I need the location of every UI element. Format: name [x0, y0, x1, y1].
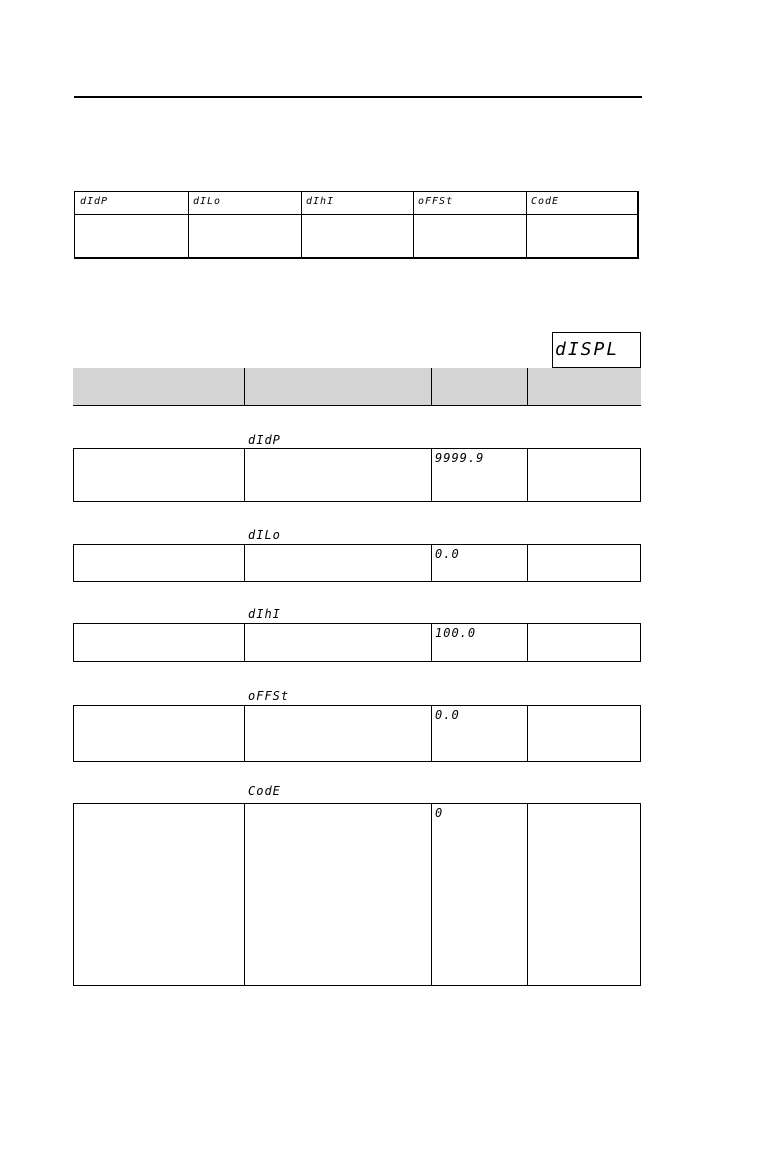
param-default-didp: 9999.9	[435, 451, 485, 465]
param-row-didp	[73, 448, 641, 502]
param-row-code	[73, 803, 641, 986]
summary-header-offst: oFFSt	[418, 196, 454, 207]
param-default-dilo: 0.0	[435, 547, 460, 561]
param-label-code: CodE	[248, 784, 281, 798]
param-row-dihi	[73, 623, 641, 662]
param-label-dihi: dIhI	[248, 607, 281, 621]
param-label-didp: dIdP	[248, 433, 281, 447]
summary-header-didp: dIdP	[80, 196, 109, 207]
param-default-code: 0	[435, 806, 444, 820]
param-label-dilo: dILo	[248, 528, 281, 542]
summary-header-dihi: dIhI	[306, 196, 335, 207]
parameter-summary-table	[74, 191, 639, 259]
param-default-dihi: 100.0	[435, 626, 477, 640]
summary-header-code: CodE	[531, 196, 560, 207]
display-menu-code: dISPL	[555, 339, 620, 360]
param-row-offst	[73, 705, 641, 762]
param-row-dilo	[73, 544, 641, 582]
summary-header-dilo: dILo	[193, 196, 222, 207]
param-default-offst: 0.0	[435, 708, 460, 722]
top-rule	[74, 96, 642, 98]
param-label-offst: oFFSt	[248, 689, 290, 703]
column-header-bar	[73, 368, 641, 406]
display-menu-badge	[552, 332, 641, 368]
